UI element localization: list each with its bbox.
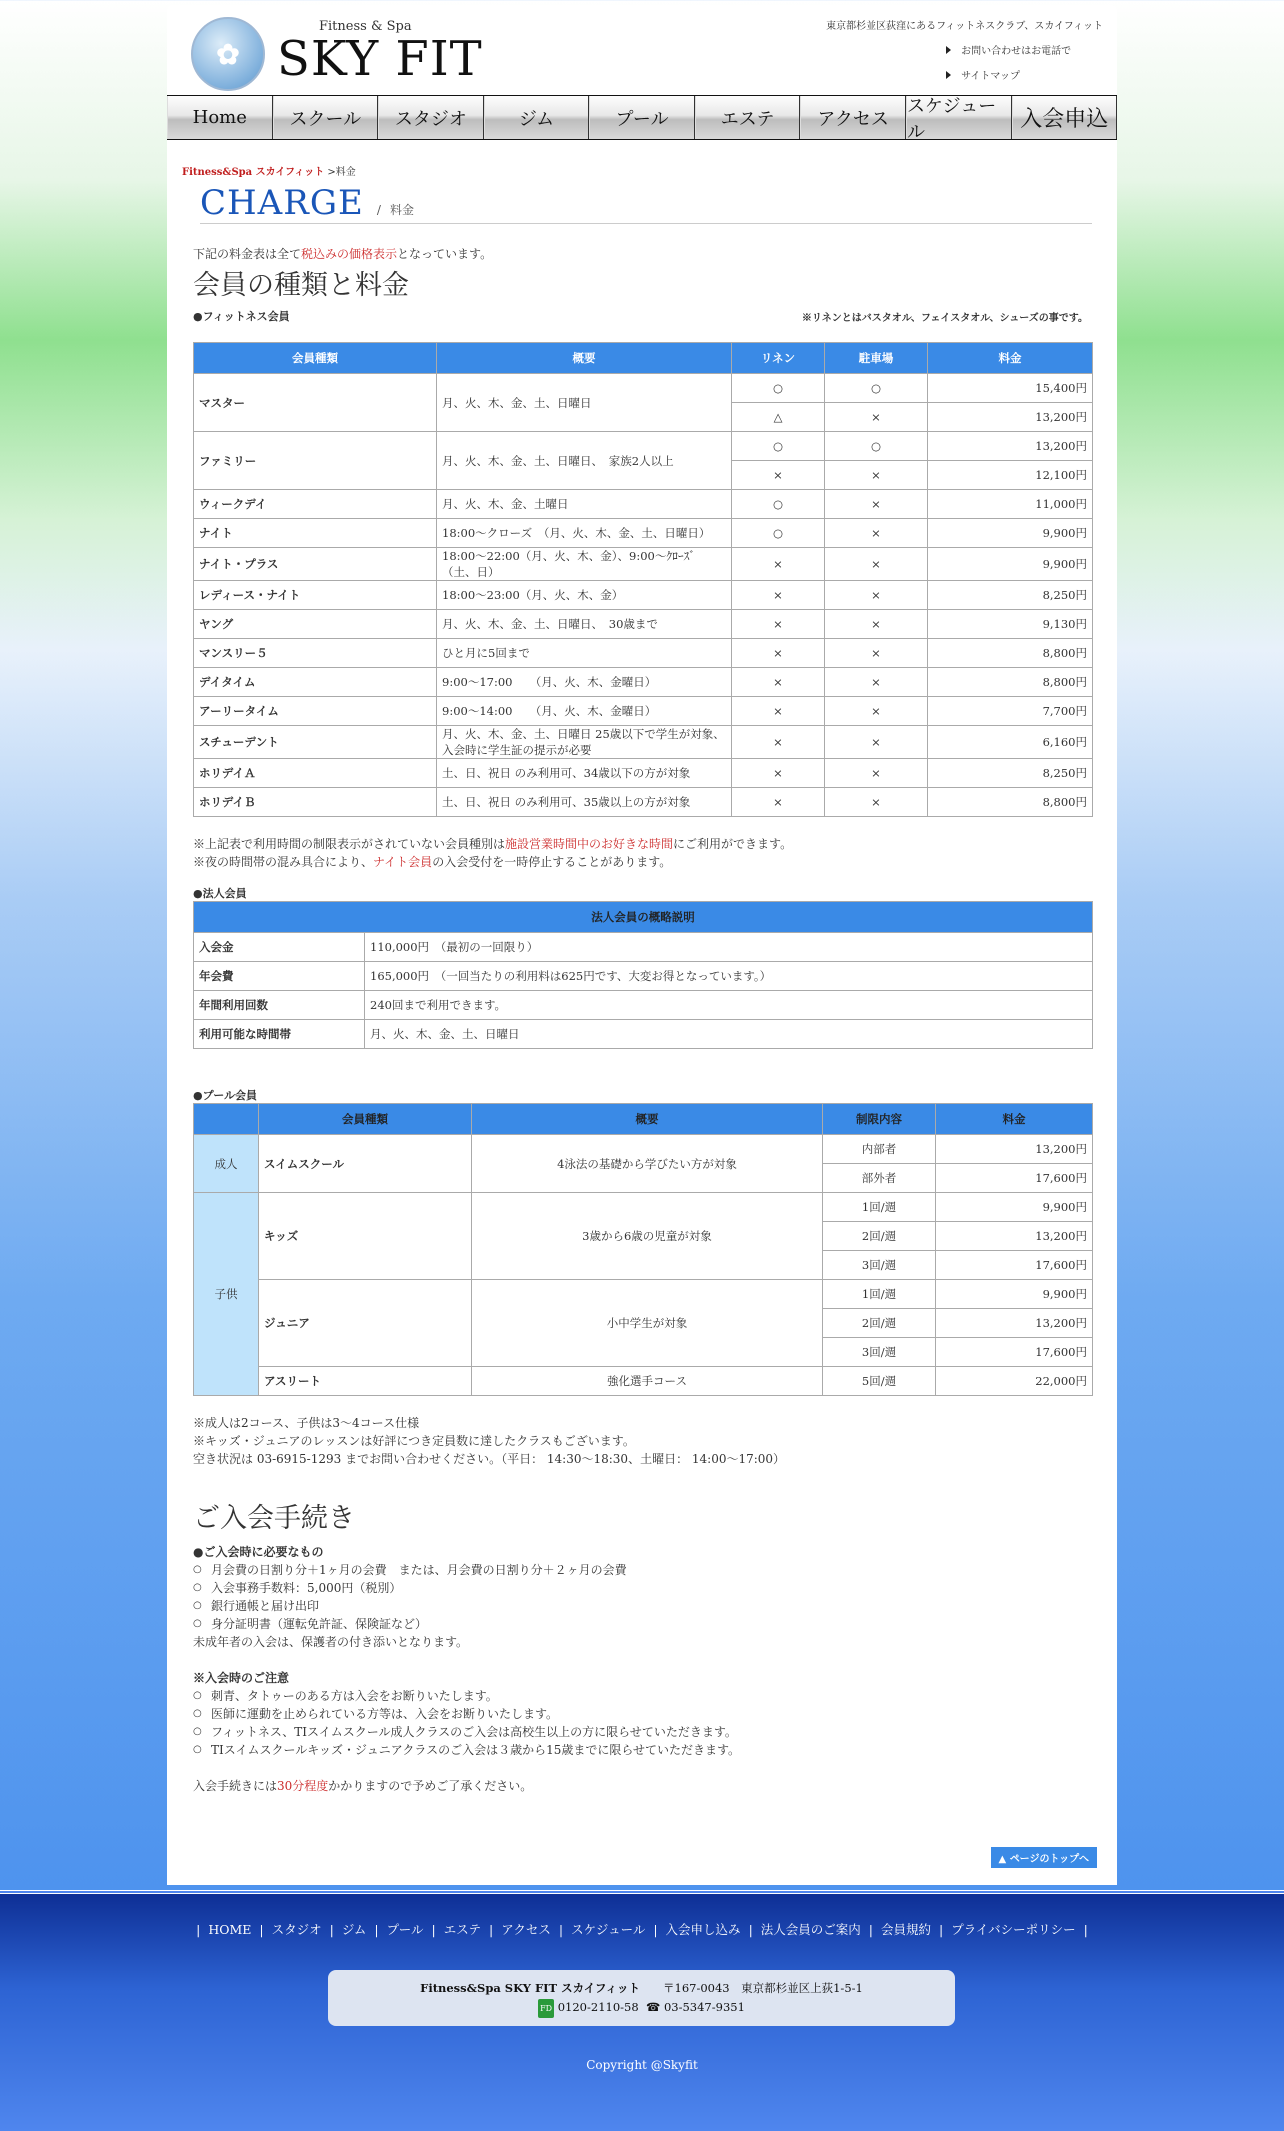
corporate-header: 法人会員の概略説明	[194, 902, 1093, 933]
pool-price: 17,600円	[936, 1164, 1093, 1193]
cell-parking: ×	[825, 581, 928, 610]
cell-price: 7,700円	[928, 697, 1093, 726]
table-row	[194, 548, 1093, 581]
pool-notes: ※成人は2コース、子供は3～4コース仕様 ※キッズ・ジュニアのレッスンは好評につき定員数に達したクラスもございます。 空き状況は 03-6915-1293 までお問い合わせください。（平日： 14:30～18:30、土曜日： 14:00～17:00）	[193, 1416, 786, 1466]
cell-price: 8,250円	[928, 759, 1093, 788]
pool-col-type: 会員種類	[259, 1104, 472, 1135]
nav-gym[interactable]: ジム	[484, 96, 590, 139]
cell-price: 9,900円	[928, 548, 1093, 581]
cell-linen: ×	[732, 759, 825, 788]
page-title	[200, 183, 1092, 224]
cell-linen: ○	[732, 490, 825, 519]
list-item: ○ フィットネス、TIスイムスクール成人クラスのご入会は高校生以上の方に限らせていただきます。	[193, 1723, 1093, 1741]
logo-title: SKY FIT	[277, 31, 483, 87]
pool-table	[193, 1103, 1093, 1396]
pool-price: 13,200円	[936, 1222, 1093, 1251]
cell-parking: ×	[825, 697, 928, 726]
cell-linen: ×	[732, 668, 825, 697]
pool-type: アスリート	[259, 1367, 472, 1396]
footer-sep: |	[868, 1922, 874, 1937]
member-desc: 月、火、木、金、土、日曜日 25歳以下で学生が対象、入会時に学生証の提示が必要	[437, 726, 732, 759]
member-type: マスター	[194, 374, 437, 432]
corporate-label: ●法人会員	[193, 887, 247, 900]
member-type: アーリータイム	[194, 697, 437, 726]
pool-col-desc: 概要	[472, 1104, 823, 1135]
cell-linen: ×	[732, 581, 825, 610]
member-type: ヤング	[194, 610, 437, 639]
nav-school[interactable]: スクール	[273, 96, 379, 139]
page-top-button[interactable]: ▲ ページのトップへ	[991, 1847, 1097, 1868]
footer-link[interactable]: プール	[386, 1922, 424, 1937]
footer-address: 〒167-0043 東京都杉並区上荻1-5-1	[663, 1981, 863, 1995]
footer-nav	[0, 1920, 1284, 1938]
table-row	[194, 1193, 1093, 1222]
pool-limit: 3回/週	[823, 1338, 936, 1367]
list-item: ○ 医師に運動を止められている方等は、入会をお断りいたします。	[193, 1705, 1093, 1723]
table-row	[194, 519, 1093, 548]
pool-col-price: 料金	[936, 1104, 1093, 1135]
cell-parking: ×	[825, 759, 928, 788]
pool-limit: 2回/週	[823, 1309, 936, 1338]
tagline: 東京都杉並区荻窪にあるフィットネスクラブ、スカイフィット	[826, 21, 1103, 32]
table-row	[194, 788, 1093, 817]
pool-price: 17,600円	[936, 1338, 1093, 1367]
col-parking: 駐車場	[825, 343, 928, 374]
footer-link[interactable]: スタジオ	[271, 1922, 322, 1937]
cell-linen: ×	[732, 610, 825, 639]
pool-desc: 4泳法の基礎から学びたい方が対象	[472, 1135, 823, 1193]
footer-sep: |	[1083, 1922, 1088, 1937]
pool-price: 9,900円	[936, 1280, 1093, 1309]
footer-link[interactable]: HOME	[208, 1922, 252, 1937]
pool-price: 13,200円	[936, 1309, 1093, 1338]
pool-price: 22,000円	[936, 1367, 1093, 1396]
cell-price: 13,200円	[928, 403, 1093, 432]
footer-sep: |	[488, 1922, 494, 1937]
breadcrumb-sep: >	[327, 167, 336, 178]
member-desc: 土、日、祝日 のみ利用可、35歳以上の方が対象	[437, 788, 732, 817]
cell-parking: ×	[825, 610, 928, 639]
pool-col-limit: 制限内容	[823, 1104, 936, 1135]
cell-price: 12,100円	[928, 461, 1093, 490]
contact-link[interactable]: お問い合わせはお電話で	[946, 42, 1103, 57]
intro-text: 下記の料金表は全て税込みの価格表示となっています。	[193, 247, 493, 261]
member-desc: 土、日、祝日 のみ利用可、34歳以下の方が対象	[437, 759, 732, 788]
member-type: スチューデント	[194, 726, 437, 759]
cell-linen: ×	[732, 726, 825, 759]
site-logo[interactable]	[191, 17, 483, 91]
footer-sep: |	[558, 1922, 564, 1937]
cell-linen: ○	[732, 374, 825, 403]
col-desc: 概要	[437, 343, 732, 374]
footer-freedial: 0120-2110-58	[557, 2000, 639, 2014]
table-row	[194, 1135, 1093, 1164]
footer	[0, 1890, 1284, 2131]
cell-parking: ×	[825, 726, 928, 759]
member-type: レディース・ナイト	[194, 581, 437, 610]
cell-price: 13,200円	[928, 432, 1093, 461]
corp-value: 165,000円 （一回当たりの利用料は625円です、大変お得となっています。）	[365, 962, 1093, 991]
table-row	[194, 697, 1093, 726]
page-title-en: CHARGE	[200, 183, 364, 223]
fitness-label: ●フィットネス会員	[193, 310, 290, 323]
member-desc: 9:00～17:00 （月、火、木、金曜日）	[437, 668, 732, 697]
member-desc: 18:00～23:00（月、火、木、金）	[437, 581, 732, 610]
breadcrumb	[182, 163, 356, 178]
pool-limit: 内部者	[823, 1135, 936, 1164]
member-desc: 18:00～クローズ （月、火、木、金、土、日曜日）	[437, 519, 732, 548]
caution-label: ※入会時のご注意	[193, 1671, 290, 1685]
fitness-notes: ※上記表で利用時間の制限表示がされていない会員種別は施設営業時間中のお好きな時間にご利用ができます。 ※夜の時間帯の混み具合により、ナイト会員の入会受付を一時停止することがあります。	[193, 837, 793, 869]
nav-pool[interactable]: プール	[589, 96, 695, 139]
table-row	[194, 374, 1093, 403]
fitness-table	[193, 342, 1093, 817]
table-row	[194, 1280, 1093, 1309]
footer-link[interactable]: 法人会員のご案内	[760, 1922, 861, 1937]
cell-linen: △	[732, 403, 825, 432]
footer-name: Fitness&Spa SKY FIT スカイフィット	[420, 1981, 641, 1995]
footer-sep: |	[653, 1922, 658, 1937]
minor-note: 未成年者の入会は、保護者の付き添いとなります。	[193, 1635, 469, 1649]
member-type: デイタイム	[194, 668, 437, 697]
list-item: ○ 銀行通帳と届け出印	[193, 1597, 1093, 1615]
cell-parking: ×	[825, 519, 928, 548]
pool-category: 成人	[194, 1135, 259, 1193]
arrow-right-icon	[946, 71, 951, 79]
corp-value: 240回まで利用できます。	[365, 991, 1093, 1020]
table-row	[194, 581, 1093, 610]
nav-studio[interactable]: スタジオ	[378, 96, 484, 139]
cell-price: 9,900円	[928, 519, 1093, 548]
sitemap-link[interactable]: サイトマップ	[946, 67, 1103, 82]
pool-desc: 強化選手コース	[472, 1367, 823, 1396]
col-linen: リネン	[732, 343, 825, 374]
footer-tel: ☎ 03-5347-9351	[645, 2000, 745, 2014]
cell-price: 9,130円	[928, 610, 1093, 639]
corp-item: 入会金	[194, 933, 365, 962]
footer-sep: |	[374, 1922, 379, 1937]
footer-sep: |	[329, 1922, 334, 1937]
table-row	[194, 610, 1093, 639]
logo-subtitle: Fitness & Spa	[319, 19, 412, 34]
copyright: Copyright @Skyfit	[586, 2058, 698, 2072]
member-desc: 月、火、木、金、土曜日	[437, 490, 732, 519]
footer-link[interactable]: スケジュール	[571, 1922, 646, 1937]
col-price: 料金	[928, 343, 1093, 374]
pool-limit: 2回/週	[823, 1222, 936, 1251]
nav-esthe[interactable]: エステ	[695, 96, 801, 139]
pool-type: ジュニア	[259, 1280, 472, 1367]
member-desc: 月、火、木、金、土、日曜日、 家族2人以上	[437, 432, 732, 490]
member-type: ナイト	[194, 519, 437, 548]
footer-link[interactable]: プライバシーポリシー	[951, 1922, 1076, 1937]
pool-limit: 部外者	[823, 1164, 936, 1193]
member-desc: ひと月に5回まで	[437, 639, 732, 668]
join-heading: ご入会手続き	[193, 1503, 355, 1534]
breadcrumb-current: 料金	[335, 167, 356, 178]
cell-price: 6,160円	[928, 726, 1093, 759]
page-container	[167, 5, 1117, 1885]
pool-type: キッズ	[259, 1193, 472, 1280]
nav-join[interactable]: 入会申込	[1012, 96, 1118, 139]
corp-value: 月、火、木、金、土、日曜日	[365, 1020, 1093, 1049]
footer-sep: |	[196, 1922, 201, 1937]
footer-link[interactable]: 入会申し込み	[665, 1922, 741, 1937]
cell-parking: ×	[825, 639, 928, 668]
nav-schedule[interactable]: スケジュール	[906, 96, 1012, 139]
pool-label: ●プール会員	[193, 1089, 258, 1102]
cell-parking: ×	[825, 461, 928, 490]
list-item: ○ 身分証明書（運転免許証、保険証など）	[193, 1615, 1093, 1633]
footer-sep: |	[939, 1922, 944, 1937]
linen-note: ※リネンとはバスタオル、フェイスタオル、シューズの事です。	[801, 313, 1088, 324]
pool-limit: 1回/週	[823, 1280, 936, 1309]
cell-parking: ×	[825, 788, 928, 817]
cell-parking: ○	[825, 432, 928, 461]
cell-price: 8,800円	[928, 788, 1093, 817]
cell-linen: ×	[732, 788, 825, 817]
cell-parking: ×	[825, 668, 928, 697]
pool-desc: 3歳から6歳の児童が対象	[472, 1193, 823, 1280]
corp-item: 年会費	[194, 962, 365, 991]
table-row	[194, 759, 1093, 788]
cell-linen: ×	[732, 697, 825, 726]
need-label: ●ご入会時に必要なもの	[193, 1545, 324, 1559]
table-row	[194, 1367, 1093, 1396]
list-item: ○ 入会事務手数料：5,000円（税別）	[193, 1579, 1093, 1597]
corp-item: 利用可能な時間帯	[194, 1020, 365, 1049]
cell-price: 8,250円	[928, 581, 1093, 610]
pool-category: 子供	[194, 1193, 259, 1396]
cell-linen: ×	[732, 461, 825, 490]
cell-linen: ×	[732, 548, 825, 581]
page-title-jp: 料金	[390, 203, 415, 217]
page-title-slash: /	[376, 203, 381, 217]
member-type: ウィークデイ	[194, 490, 437, 519]
pool-type: スイムスクール	[259, 1135, 472, 1193]
list-item: ○ TIスイムスクールキッズ・ジュニアクラスのご入会は３歳から15歳までに限らせていただきます。	[193, 1741, 1093, 1759]
footer-link[interactable]: 会員規約	[881, 1922, 932, 1937]
corporate-table	[193, 901, 1093, 1049]
main-content	[193, 245, 1093, 1795]
list-item: ○ 月会費の日割り分＋1ヶ月の会費 または、月会費の日割り分＋２ヶ月の会費	[193, 1561, 1093, 1579]
table-row	[194, 1020, 1093, 1049]
footer-info	[328, 1970, 955, 2026]
pool-price: 13,200円	[936, 1135, 1093, 1164]
cell-price: 8,800円	[928, 668, 1093, 697]
pool-price: 9,900円	[936, 1193, 1093, 1222]
header	[167, 5, 1117, 95]
corp-item: 年間利用回数	[194, 991, 365, 1020]
pool-desc: 小中学生が対象	[472, 1280, 823, 1367]
pool-limit: 3回/週	[823, 1251, 936, 1280]
caution-list	[193, 1687, 1093, 1759]
cell-price: 15,400円	[928, 374, 1093, 403]
footer-sep: |	[259, 1922, 264, 1937]
table-row	[194, 432, 1093, 461]
footer-sep: |	[431, 1922, 436, 1937]
cell-linen: ×	[732, 639, 825, 668]
table-row	[194, 490, 1093, 519]
freedial-icon: FD	[538, 1999, 554, 2018]
col-type: 会員種類	[194, 343, 437, 374]
table-row	[194, 933, 1093, 962]
final-note: 入会手続きには30分程度かかりますので予めご了承ください。	[193, 1779, 533, 1793]
cell-parking: ×	[825, 490, 928, 519]
footer-link[interactable]: アクセス	[501, 1922, 551, 1937]
member-type: ナイト・プラス	[194, 548, 437, 581]
need-list	[193, 1561, 1093, 1633]
cell-price: 8,800円	[928, 639, 1093, 668]
header-right	[826, 17, 1103, 82]
nav-home[interactable]: Home	[167, 96, 273, 139]
table-row	[194, 726, 1093, 759]
main-nav	[167, 95, 1117, 143]
table-row	[194, 668, 1093, 697]
member-type: マンスリー５	[194, 639, 437, 668]
cell-parking: ×	[825, 548, 928, 581]
cell-parking: ×	[825, 403, 928, 432]
arrow-right-icon	[946, 46, 951, 54]
nav-access[interactable]: アクセス	[800, 96, 906, 139]
footer-sep: |	[748, 1922, 753, 1937]
table-row	[194, 639, 1093, 668]
cell-price: 11,000円	[928, 490, 1093, 519]
members-heading: 会員の種類と料金	[193, 270, 409, 301]
logo-emblem-icon: ✿	[191, 17, 265, 91]
member-desc: 18:00～22:00（月、火、木、金）、9:00～ｸﾛｰｽﾞ（土、日）	[437, 548, 732, 581]
member-type: ホリデイＢ	[194, 788, 437, 817]
member-desc: 9:00～14:00 （月、火、木、金曜日）	[437, 697, 732, 726]
member-type: ファミリー	[194, 432, 437, 490]
table-row	[194, 991, 1093, 1020]
cell-parking: ○	[825, 374, 928, 403]
cell-linen: ○	[732, 519, 825, 548]
corp-value: 110,000円 （最初の一回限り）	[365, 933, 1093, 962]
member-desc: 月、火、木、金、土、日曜日	[437, 374, 732, 432]
cell-linen: ○	[732, 432, 825, 461]
list-item: ○ 刺青、タトゥーのある方は入会をお断りいたします。	[193, 1687, 1093, 1705]
footer-link[interactable]: エステ	[443, 1922, 481, 1937]
pool-limit: 5回/週	[823, 1367, 936, 1396]
pool-limit: 1回/週	[823, 1193, 936, 1222]
pool-price: 17,600円	[936, 1251, 1093, 1280]
breadcrumb-home[interactable]: Fitness&Spa スカイフィット	[182, 167, 325, 178]
member-desc: 月、火、木、金、土、日曜日、 30歳まで	[437, 610, 732, 639]
footer-link[interactable]: ジム	[341, 1922, 367, 1937]
table-row	[194, 962, 1093, 991]
member-type: ホリデイＡ	[194, 759, 437, 788]
